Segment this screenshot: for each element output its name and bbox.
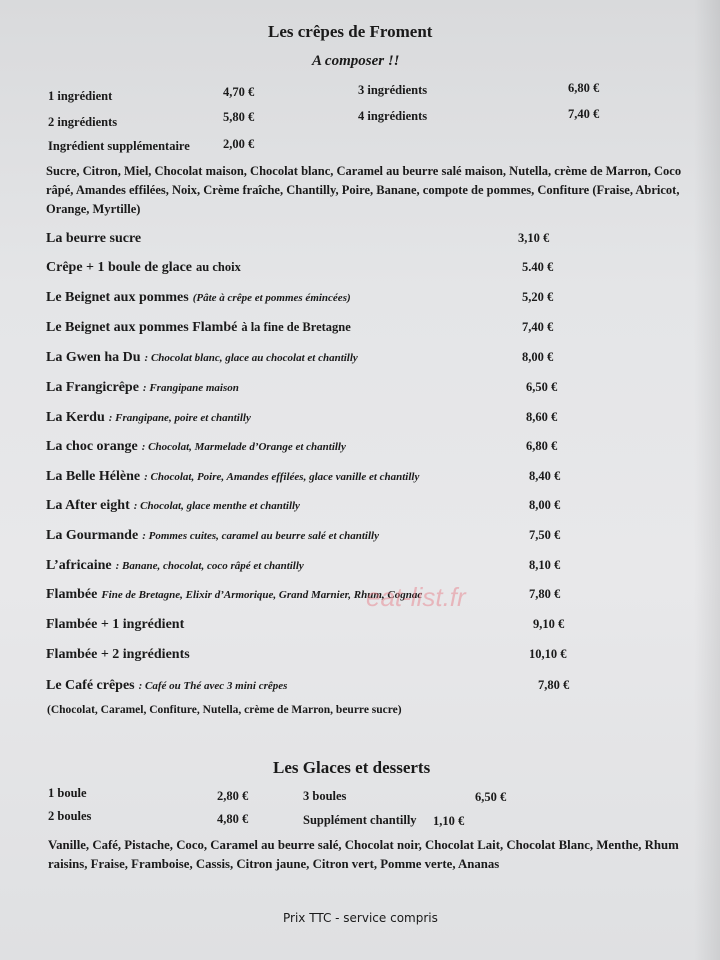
crepe-name: La Belle Hélène [46,469,141,484]
glace-1-label: 1 boule [48,786,87,800]
crepe-description: (Pâte à crêpe et pommes émincées) [192,292,351,304]
crepe-price: 5.40 € [522,260,554,274]
crepe-price: 8,60 € [526,410,558,424]
crepe-name: La Gourmande [46,528,139,543]
crepe-name: Crêpe + 1 boule de glace [46,260,193,275]
crepe-price: 6,50 € [526,380,558,394]
crepe-row [46,229,141,247]
crepe-row [46,437,346,455]
cafe-crepes-note: (Chocolat, Caramel, Confiture, Nutella, crème de Marron, beurre sucre) [47,704,402,716]
crepe-price: 10,10 € [529,647,567,661]
crepe-name: La After eight [46,498,130,513]
crepe-row [46,645,190,663]
crepe-name: La choc orange [46,439,138,454]
crepe-description: : Pommes cuites, caramel au beurre salé et chantilly [142,530,379,542]
crepe-row [46,258,241,276]
compose-4-label: 4 ingrédients [358,109,428,123]
crepe-row [46,467,419,485]
crepe-name: Le Beignet aux pommes Flambé [46,320,238,335]
glace-3-label: 3 boules [303,789,347,803]
crepe-row [46,556,304,574]
crepe-price: 7,40 € [522,320,554,334]
crepe-description: : Chocolat, Marmelade d’Orange et chantilly [141,441,346,453]
menu-subtitle: A composer !! [312,53,400,69]
crepe-row [46,496,300,514]
compose-1-label: 1 ingrédient [48,89,113,103]
crepe-name: La Frangicrêpe [46,380,139,395]
footer-note: Prix TTC - service compris [283,911,438,925]
crepe-row [46,378,239,396]
crepe-price: 8,00 € [522,350,554,364]
chantilly-label: Supplément chantilly [303,813,417,827]
crepe-description: : Frangipane maison [142,382,239,394]
crepe-name: L’africaine [46,558,112,573]
crepe-price: 3,10 € [518,231,550,245]
crepe-description: Fine de Bretagne, Elixir d’Armorique, Grand Marnier, Rhum, Cognac [101,589,423,601]
glace-2-label: 2 boules [48,809,92,823]
chantilly-price: 1,10 € [433,814,465,828]
crepe-description: : Frangipane, poire et chantilly [108,412,251,424]
crepe-price: 5,20 € [522,290,554,304]
crepe-price: 7,80 € [529,587,561,601]
compose-extra-price: 2,00 € [223,137,255,151]
crepe-description: : Chocolat, Poire, Amandes effilées, glace vanille et chantilly [144,471,420,483]
crepe-row [46,408,251,426]
crepe-name: Le Beignet aux pommes [46,290,189,305]
glace-1-price: 2,80 € [217,789,249,803]
crepe-description: : Chocolat blanc, glace au chocolat et chantilly [144,352,358,364]
compose-2-label: 2 ingrédients [48,115,118,129]
crepe-row [46,676,287,694]
crepe-price: 7,50 € [529,528,561,542]
crepe-row [46,348,358,366]
crepe-name: Flambée + 2 ingrédients [46,647,190,662]
compose-1-price: 4,70 € [223,85,255,99]
crepe-inline-note: à la fine de Bretagne [241,320,351,334]
compose-4-price: 7,40 € [568,107,600,121]
watermark-logo: eat-list.fr [366,582,466,612]
menu-title: Les crêpes de Froment [268,22,433,41]
compose-3-price: 6,80 € [568,81,600,95]
crepe-price: 8,10 € [529,558,561,572]
glaces-title: Les Glaces et desserts [273,758,431,777]
compose-extra-label: Ingrédient supplémentaire [48,139,190,153]
crepe-price: 9,10 € [533,617,565,631]
glace-2-price: 4,80 € [217,812,249,826]
crepe-description: : Banane, chocolat, coco râpé et chantilly [115,560,304,572]
crepe-name: La beurre sucre [46,231,142,246]
crepe-row [46,288,351,306]
compose-2-price: 5,80 € [223,110,255,124]
compose-3-label: 3 ingrédients [358,83,428,97]
crepe-row [46,526,379,544]
crepe-name: Flambée [46,587,98,602]
glaces-flavors: Vanille, Café, Pistache, Coco, Caramel au beurre salé, Chocolat noir, Chocolat Lait, Chocolat Blanc, Menthe, Rhum raisins, Fraise, Framboise, Cassis, Citron jaune, Citron vert, Pomme verte, Ananas [48,838,679,871]
crepe-price: 8,00 € [529,498,561,512]
crepe-name: Flambée + 1 ingrédient [46,617,185,632]
page-shadow [694,0,720,960]
crepe-price: 7,80 € [538,678,570,692]
crepe-row [46,615,184,633]
crepe-name: La Kerdu [46,410,105,425]
crepe-description: : Chocolat, glace menthe et chantilly [133,500,300,512]
crepe-name: Le Café crêpes [46,678,135,693]
crepe-price: 6,80 € [526,439,558,453]
crepe-price: 8,40 € [529,469,561,483]
glace-3-price: 6,50 € [475,790,507,804]
ingredients-list: Sucre, Citron, Miel, Chocolat maison, Chocolat blanc, Caramel au beurre salé maison, Nutella, crème de Marron, Coco râpé, Amandes effilées, Noix, Crème fraîche, Chantilly, Poire, Banane, compote de pommes, Confiture (Fraise, Abricot, Orange, Myrtille) [46,164,682,216]
crepe-inline-note: au choix [196,260,241,274]
crepe-row [46,318,351,336]
crepe-name: La Gwen ha Du [46,350,141,365]
crepe-description: : Café ou Thé avec 3 mini crêpes [138,680,288,692]
